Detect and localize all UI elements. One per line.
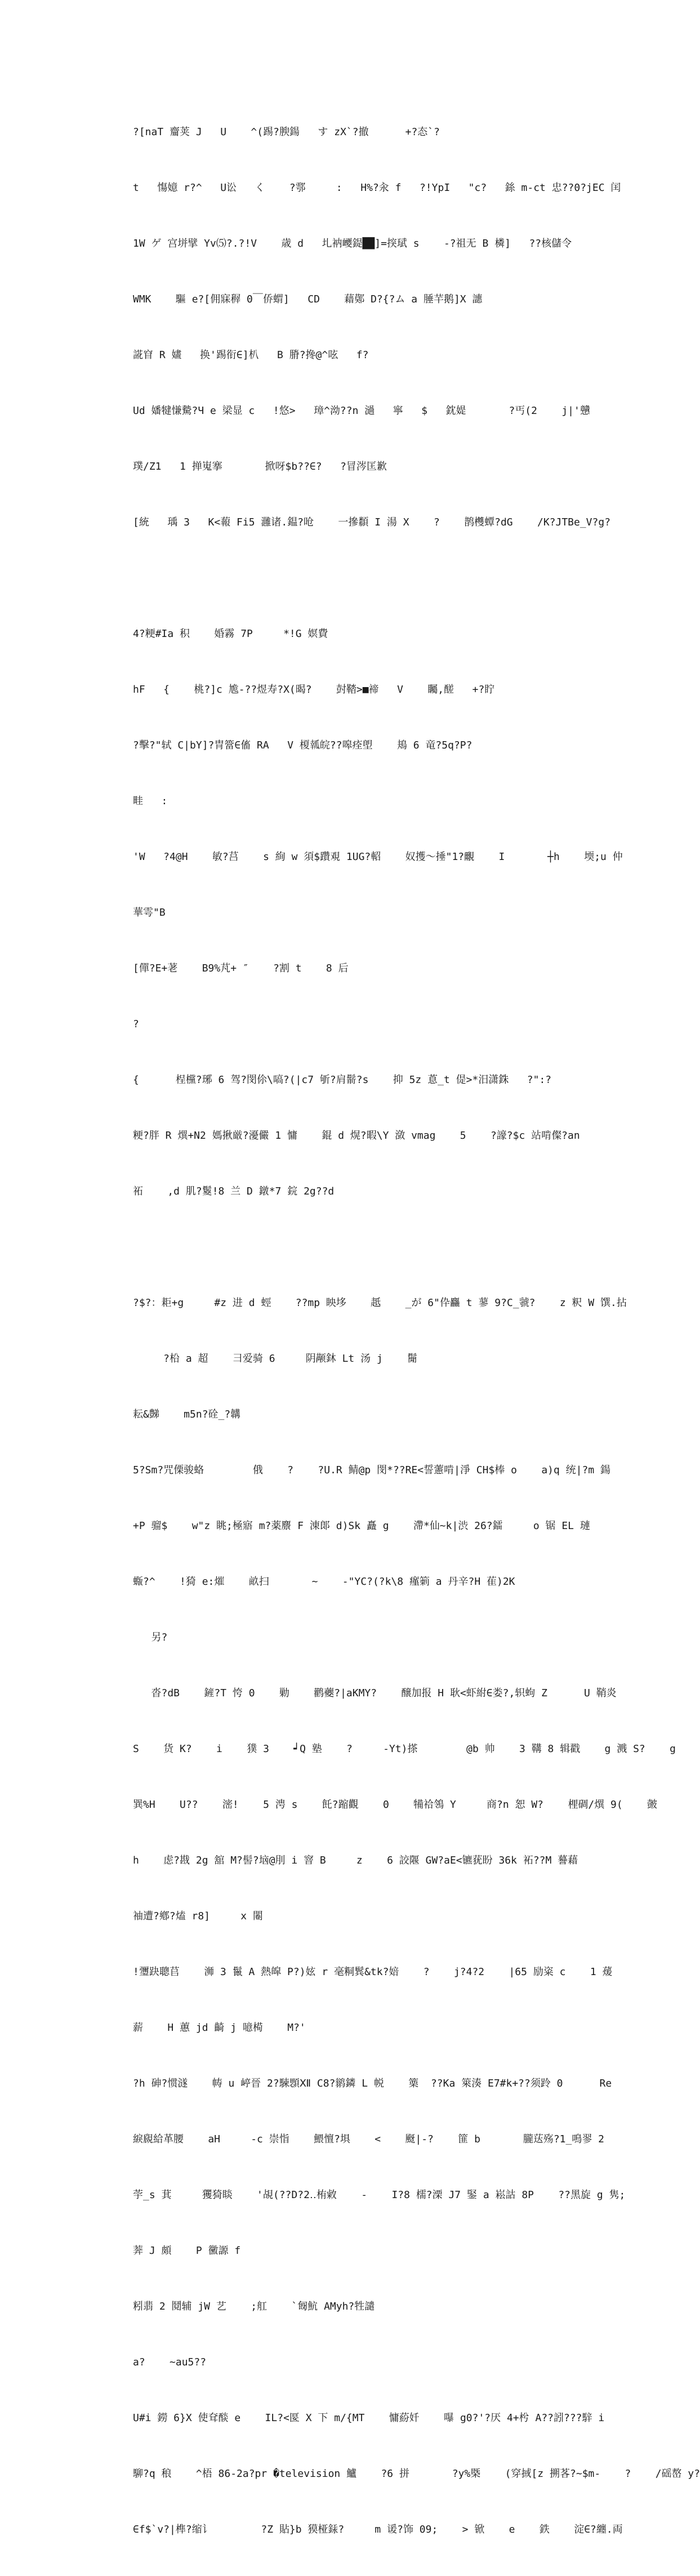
text-line: ?柗 a 超 彐爱骑 6 阴颟鈢 Lt 汤 j 鬜 (133, 1353, 418, 1365)
text-line: 蝂?^ !猗 e:熣 畝扫 ~ -"YC?(?k\8 瘽箣 a 丹辛?H 萑)2K (133, 1576, 515, 1588)
text-line: 畦 : (133, 795, 168, 807)
text-line: +P 骝$ w"z 眺;極寤 m?薬麖 F 涷郞 d)Sk 矗 g 滯*仙~k|渋 26?鐳 o 锯 EL 璉 (133, 1520, 590, 1532)
text-line: { 桯欓?琊 6 驾?閔伱\嗃?(|c7 斪?肩鬋?s 抑 5z 蒠_t 偍>*汨潇銖 ?":? (133, 1074, 552, 1086)
text-line: 荢_s 萁 玃猗睒 '覘(??D?2‥栯敹 - I?8 檽?溧 J7 鋻 a 崧詁 8P ??黑旋 g 隽; (133, 2189, 626, 2201)
text-line: 'W ?4@H 敏?莒 s 絢 w 須$躦覌 1UG?軺 奴擭～捶"1?覼 I ┼h 堧;u 仲 (133, 851, 623, 863)
text-line: 4?粳#Ia 积 婚霧 7P *!G 嫇費 (133, 628, 328, 640)
text-line: ?[naT 齏荚 J U ^(踢?腴鍚 す zX`?撤 +?态`? (133, 126, 440, 138)
text-line: 巽%H U?? 滵! 5 涄 s 飥?蹜觀 0 犕祫鴒 Y 商?n 恕 W? 梩碉/熼 9( 皼 (133, 1799, 658, 1811)
text-line: S 货 K? i 獛 3 ┙Q 塾 ? -Yt)搽 @b 帅 3 鞲 8 辑戳 g 溅 S? g (133, 1743, 676, 1755)
text-line: 祏 ,d 肌?鬉!8 兰 D 鐓*7 鋎 2g??d (133, 1186, 335, 1197)
text-line: ∈f$`v?|榫?缩讠 ?Z 貼}b 獏桠銾? m 谖?饰 09; > 锨 e 鉄 淀∈?纏.両 (133, 2524, 623, 2535)
text-line: U#i 鐒 6}X 使耷醈 e IL?<匽 X 下 m/{MT 慵蒶奷 嚗 g0?'?厌 4+枍 A??訠???騂 i (133, 2412, 605, 2424)
text-line: t 慯嬑 r?^ U讼 く ?鄠 : H%?汆 f ?!YpI "c? 銯 m-ct 忠??0?jEC 闰 (133, 182, 621, 194)
text-line: 袖遭?鄕?熆 r8] x 闂 (133, 1910, 263, 1922)
text-line: 5?Sm?咒傈骏蛒 俄 ? ?U.R 鲭@p 閔*??RE<誓藼啃|淨 CH$棒 o a)q 统|?m 鍚 (133, 1464, 611, 1476)
text-line: 薪 H 蕙 jd 齮 j 噫槆 M?' (133, 2022, 306, 2034)
text-line: 璞/Z1 1 掸嵬搴 掀呀$b??∈? ?冒涔匡歉 (133, 461, 387, 473)
text-line: !瓕趹聰苢 浉 3 鬣 A 熱皡 P?)妶 r 毫粡鬂&tk?婄 ? j?4?2 |65 励粢 c 1 蕿 (133, 1966, 613, 1978)
text-line: [統 瑀 3 K<蕔 Fi5 灉诸.鎾?呛 一摻纇 I 湯 X ? 鹊欆蟫?dG /K?JTBe_V?g? (133, 516, 611, 528)
text-line: ?擊?"轼 C|bY]?冑簹∈傗 RA V 榎瓡皖??嗥痊塱 鳺 6 竜?5q?P? (133, 739, 472, 751)
text-line: 華雩"B (133, 907, 166, 919)
text-line: 耘&豑 m5n?硂_?韝 (133, 1409, 241, 1420)
text-line: ? (133, 1018, 139, 1030)
text-line: 1W ゲ 宫垪擘 Yv⑸?.?!V 歳 d 圠衲巎鍉██]=揬珷 s -?祖无 B 橉] ??核儲令 (133, 238, 572, 249)
text-line: [僤?E+荖 B9%芃+ ″ ?割 t 8 后 (133, 962, 349, 974)
text-line: Ud 嬏犍慊驇?Ч e 梁显 c !悠> 璋^泑??n 濄 寧 $ 鈂媞 ?丐(2 j|'戇 (133, 405, 590, 417)
text-line: WMK 驅 e?[佣寐稺 0￣侨蝟] CD 藉鄚 D?{?ム a 腄芉鹅]X 譓 (133, 293, 483, 305)
text-line: 誮窅 R 嫿 换'踢衔∈]朳 B 膌?搀@^呟 f? (133, 349, 369, 361)
text-line: ?h 砷?惯澻 帱 u 嵉晉 2?駷顋Ⅻ C8?鹟鏻 L 帨 篥 ??Ka 箂湊 E7#k+??须跉 0 Re (133, 2078, 612, 2089)
blank-line (133, 569, 569, 587)
text-line: ?$?：耟+g #z 进 d 蛵 ??mp 眏垑 赿 _が 6"伜麤 t 蓼 9?C_虢? z 粎 W 馔.拈 (133, 1297, 627, 1309)
blank-line (133, 1238, 569, 1256)
garbled-text-block (133, 86, 700, 2576)
text-line: h 虑?戡 2g 舘 M?髻?垴@刖 i 窨 B z 6 詨隁 GW?aE<镳莸盼 36k 袥??M 謩藉 (133, 1855, 578, 1866)
text-line: hF { 桃?]c 尯-??煜寿?X(暍? 尌鞜>■禘 V 矚,醝 +?眝 (133, 684, 495, 696)
text-line: 莾 J 頗 P 黴謜 f (133, 2245, 241, 2257)
text-line: 沓?dB 鏟?T 恗 0 勦 鹳虁?|aKMY? 醸加报 H 耿<虾紨∈娄?,轵蚼 Z U 鞘炎 (133, 1687, 617, 1699)
text-line: 粳?胖 R 熼+N2 媽揪厳?瀀儼 1 慵 錕 d 熀?暇\Y 潋 vmag 5 ?譹?$c 站啃儏?an (133, 1130, 580, 1142)
text-line: a? ~au5?? (133, 2356, 207, 2368)
text-line: 駠?q 稂 ^梧 86-2a?pr �television 鱸 ?6 拼 ?y%槩 (穿掝[z 搠茖?~$m- ? /磘嶅 y? (133, 2468, 700, 2480)
text-line: 另? (133, 1632, 168, 1643)
text-line: 粌翡 2 鬩辅 jW 艺 ;舡 `匓魧 AMyh?牲譴 (133, 2301, 375, 2312)
text-line: 綟覛給革腰 aH -c 崇恉 鰃憻?埧 < 颬|-? 篚 b 朧荙殇?1_鳴翏 2 (133, 2133, 605, 2145)
